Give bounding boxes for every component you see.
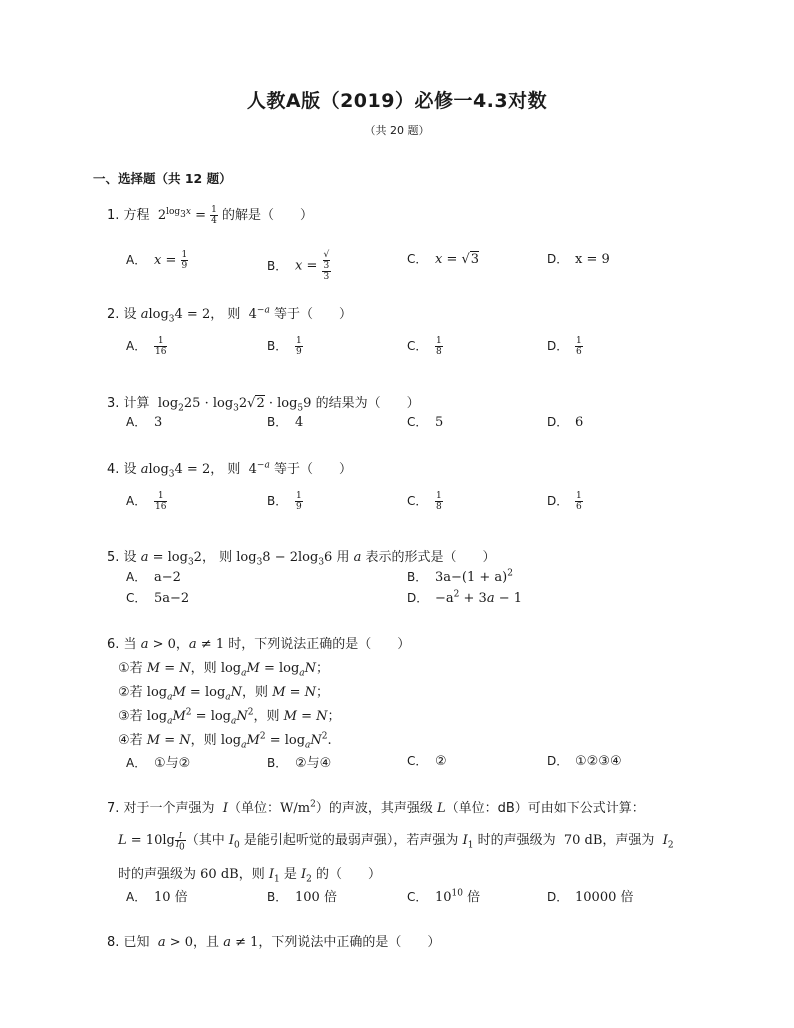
option-c[interactable]: C． $10^{10}$ 倍 xyxy=(407,888,481,905)
option-b[interactable]: B． 100 倍 xyxy=(267,890,337,905)
option-d[interactable]: D． 6 xyxy=(547,415,584,430)
question-1: 1. 方程 $2^{log_3x}$ = $\frac{1}{4}$ 的解是（ ） xyxy=(107,205,314,226)
question-7-line-2: L = 10lg $\frac{I}{I_0}$ （其中 $I_0$ 是能引起听觉的最弱声强），若声强为 $I_1$ 时的声强级为 70 dB，声强为 $I_2$ xyxy=(118,831,674,853)
statement-1: ①若 M = N，则 $\log_aM = \log_aN$； xyxy=(118,661,330,679)
option-b[interactable]: B． $\frac{1}{9}$ xyxy=(267,336,302,357)
question-4: 4. 设 alog$_3$4 = 2， 则 $4^{-a}$ 等于（ ） xyxy=(107,460,352,480)
equation: $2^{log_3x}$ = $\frac{1}{4}$ xyxy=(153,205,217,226)
option-a[interactable]: A． a−2 xyxy=(126,570,181,585)
page-title: 人教A版（2019）必修一4.3对数 xyxy=(246,90,548,112)
question-5: 5. 设 $a = \log_32$， 则 $\log_38 - 2\log_36$ 用 a 表示的形式是（ ） xyxy=(107,550,496,568)
option-b[interactable]: B． $3a-(1 + a)^2$ xyxy=(407,568,513,585)
option-b[interactable]: B． ②与④ xyxy=(267,756,332,771)
options-q4 xyxy=(126,491,746,513)
options-q7 xyxy=(126,886,746,908)
question-8: 8. 已知 a > 0，且 a ≠ 1，下列说法中正确的是（ ） xyxy=(107,935,441,950)
option-d[interactable]: D． $\frac{1}{6}$ xyxy=(547,336,582,357)
statement-2: ②若 $\log_aM = \log_aN$，则 M = N； xyxy=(118,685,330,703)
option-c[interactable]: C． $\frac{1}{8}$ xyxy=(407,491,442,512)
question-6: 6. 当 a > 0，a ≠ 1 时，下列说法正确的是（ ） xyxy=(107,637,411,652)
statement-3: ③若 $\log_aM^2 = \log_aN^2$，则 M = N； xyxy=(118,707,341,727)
option-c[interactable]: C． x = √3 xyxy=(407,252,480,267)
option-c[interactable]: C． ② xyxy=(407,754,447,769)
option-a[interactable]: A． $\frac{1}{16}$ xyxy=(126,491,167,512)
option-b[interactable]: B． 4 xyxy=(267,415,304,430)
option-b[interactable]: B． x = √ 3 3 xyxy=(267,250,330,282)
question-7-line-3: 时的声强级为 60 dB，则 $I_1$ 是 $I_2$ 的（ ） xyxy=(118,867,382,885)
statement-4: ④若 M = N，则 $\log_aM^2 = \log_aN^2$. xyxy=(118,731,332,751)
question-count: （共 20 题） xyxy=(364,124,430,137)
options-q3 xyxy=(126,413,746,435)
options-q2 xyxy=(126,336,746,358)
option-c[interactable]: C． 5a−2 xyxy=(126,591,190,606)
option-d[interactable]: D． 10000 倍 xyxy=(547,890,634,905)
option-a[interactable]: A． 3 xyxy=(126,415,163,430)
options-q6 xyxy=(126,752,746,774)
option-a[interactable]: A． ①与② xyxy=(126,756,191,771)
option-a[interactable]: A． $\frac{1}{16}$ xyxy=(126,336,167,357)
option-d[interactable]: D． $\frac{1}{6}$ xyxy=(547,491,582,512)
question-2: 2. 设 alog$_3$4 = 2， 则 $4^{-a}$ 等于（ ） xyxy=(107,305,352,325)
options-q1 xyxy=(126,250,746,282)
option-a[interactable]: A． 10 倍 xyxy=(126,890,188,905)
options-q5-row1 xyxy=(126,568,746,590)
option-d[interactable]: D． $-a^2 + 3a - 1$ xyxy=(407,589,523,606)
question-7: 7. 对于一个声强为 I（单位：$W/m^2$）的声波，其声强级 L（单位：dB）可由如下公式计算： xyxy=(107,799,645,816)
option-a[interactable]: A． x = $\frac{1}{9}$ xyxy=(126,250,188,271)
option-d[interactable]: D． x = 9 xyxy=(547,252,610,267)
question-3: 3. 计算 $\log_225 \cdot \log_32√2 \cdot \log_59$ 的结果为（ ） xyxy=(107,396,420,414)
section-heading: 一、选择题（共 12 题） xyxy=(93,171,232,186)
option-c[interactable]: C． 5 xyxy=(407,415,444,430)
option-d[interactable]: D． ①②③④ xyxy=(547,754,622,769)
options-q5-row2 xyxy=(126,589,746,611)
option-c[interactable]: C． $\frac{1}{8}$ xyxy=(407,336,442,357)
option-b[interactable]: B． $\frac{1}{9}$ xyxy=(267,491,302,512)
